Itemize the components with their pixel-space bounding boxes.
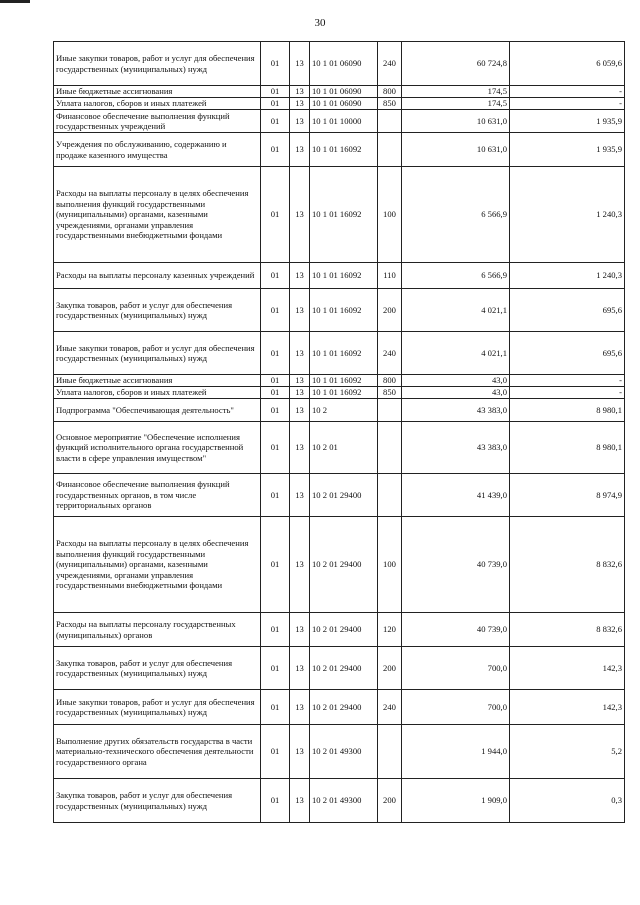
row-amount-executed-cell: 8 974,9 [510, 474, 625, 517]
row-name-cell: Уплата налогов, сборов и иных платежей [54, 98, 261, 110]
row-section-cell: 01 [261, 332, 290, 375]
table-row [54, 725, 625, 779]
row-amount-executed-cell: 8 980,1 [510, 399, 625, 422]
row-name-cell: Уплата налогов, сборов и иных платежей [54, 387, 261, 399]
row-target-code-cell: 10 2 01 49300 [310, 779, 378, 823]
row-name-cell: Закупка товаров, работ и услуг для обеспечения государственных (муниципальных) нужд [54, 647, 261, 690]
row-section-cell: 01 [261, 98, 290, 110]
row-expense-type-cell: 800 [378, 375, 402, 387]
row-amount-year-cell: 43 383,0 [402, 422, 510, 474]
row-amount-year-cell: 4 021,1 [402, 332, 510, 375]
row-target-code-cell: 10 1 01 16092 [310, 263, 378, 289]
row-section-cell: 01 [261, 167, 290, 263]
row-amount-year-cell: 700,0 [402, 690, 510, 725]
row-amount-executed-cell: 695,6 [510, 289, 625, 332]
row-target-code-cell: 10 1 01 16092 [310, 167, 378, 263]
row-expense-type-cell: 120 [378, 613, 402, 647]
row-name-cell: Закупка товаров, работ и услуг для обеспечения государственных (муниципальных) нужд [54, 289, 261, 332]
table-row [54, 110, 625, 133]
row-target-code-cell: 10 2 01 49300 [310, 725, 378, 779]
row-amount-executed-cell: 1 935,9 [510, 133, 625, 167]
row-target-code-cell: 10 2 [310, 399, 378, 422]
row-target-code-cell: 10 2 01 29400 [310, 517, 378, 613]
row-target-code-cell: 10 1 01 06090 [310, 42, 378, 86]
row-subsection-cell: 13 [290, 263, 310, 289]
row-expense-type-cell: 240 [378, 42, 402, 86]
row-section-cell: 01 [261, 422, 290, 474]
row-amount-executed-cell: 0,3 [510, 779, 625, 823]
row-amount-year-cell: 10 631,0 [402, 133, 510, 167]
table-row [54, 399, 625, 422]
row-target-code-cell: 10 1 01 06090 [310, 86, 378, 98]
row-amount-executed-cell: 6 059,6 [510, 42, 625, 86]
row-subsection-cell: 13 [290, 517, 310, 613]
table-row [54, 647, 625, 690]
row-target-code-cell: 10 2 01 29400 [310, 474, 378, 517]
row-subsection-cell: 13 [290, 422, 310, 474]
table-row [54, 98, 625, 110]
table-row [54, 387, 625, 399]
row-subsection-cell: 13 [290, 375, 310, 387]
row-target-code-cell: 10 1 01 06090 [310, 98, 378, 110]
row-name-cell: Основное мероприятие "Обеспечение исполнения функций исполнительного органа государственной власти в сфере управления имуществом" [54, 422, 261, 474]
row-name-cell: Расходы на выплаты персоналу в целях обеспечения выполнения функций государственными (муниципальными) органами, казенными учреждениями, органами управления государственными внебюджетными фондами [54, 517, 261, 613]
row-section-cell: 01 [261, 725, 290, 779]
row-expense-type-cell [378, 133, 402, 167]
row-subsection-cell: 13 [290, 86, 310, 98]
row-subsection-cell: 13 [290, 725, 310, 779]
row-name-cell: Иные закупки товаров, работ и услуг для обеспечения государственных (муниципальных) нужд [54, 690, 261, 725]
row-expense-type-cell: 800 [378, 86, 402, 98]
row-amount-executed-cell: 5,2 [510, 725, 625, 779]
row-amount-executed-cell: 1 240,3 [510, 263, 625, 289]
table-row [54, 332, 625, 375]
table-row [54, 517, 625, 613]
row-expense-type-cell: 100 [378, 167, 402, 263]
table-row [54, 474, 625, 517]
table-row [54, 613, 625, 647]
row-name-cell: Иные закупки товаров, работ и услуг для обеспечения государственных (муниципальных) нужд [54, 42, 261, 86]
row-target-code-cell: 10 1 01 10000 [310, 110, 378, 133]
row-expense-type-cell [378, 422, 402, 474]
row-section-cell: 01 [261, 474, 290, 517]
row-amount-executed-cell: 8 980,1 [510, 422, 625, 474]
row-name-cell: Иные бюджетные ассигнования [54, 375, 261, 387]
row-expense-type-cell [378, 110, 402, 133]
row-section-cell: 01 [261, 289, 290, 332]
table-row [54, 167, 625, 263]
row-amount-year-cell: 6 566,9 [402, 167, 510, 263]
row-expense-type-cell [378, 474, 402, 517]
row-subsection-cell: 13 [290, 332, 310, 375]
row-name-cell: Иные закупки товаров, работ и услуг для обеспечения государственных (муниципальных) нужд [54, 332, 261, 375]
row-target-code-cell: 10 1 01 16092 [310, 133, 378, 167]
row-expense-type-cell: 200 [378, 647, 402, 690]
row-name-cell: Расходы на выплаты персоналу в целях обеспечения выполнения функций государственными (муниципальными) органами, казенными учреждениями, органами управления государственными внебюджетными фондами [54, 167, 261, 263]
budget-table-body [54, 42, 625, 823]
row-amount-executed-cell: - [510, 98, 625, 110]
row-amount-year-cell: 174,5 [402, 86, 510, 98]
row-section-cell: 01 [261, 387, 290, 399]
row-expense-type-cell: 110 [378, 263, 402, 289]
row-section-cell: 01 [261, 399, 290, 422]
row-subsection-cell: 13 [290, 387, 310, 399]
row-expense-type-cell: 850 [378, 98, 402, 110]
row-section-cell: 01 [261, 517, 290, 613]
row-target-code-cell: 10 2 01 29400 [310, 690, 378, 725]
row-subsection-cell: 13 [290, 167, 310, 263]
budget-table [53, 41, 625, 823]
row-amount-year-cell: 6 566,9 [402, 263, 510, 289]
row-amount-year-cell: 1 909,0 [402, 779, 510, 823]
table-row [54, 779, 625, 823]
row-amount-executed-cell: 1 240,3 [510, 167, 625, 263]
row-amount-year-cell: 40 739,0 [402, 613, 510, 647]
row-section-cell: 01 [261, 42, 290, 86]
row-amount-year-cell: 10 631,0 [402, 110, 510, 133]
row-section-cell: 01 [261, 375, 290, 387]
table-row [54, 133, 625, 167]
row-expense-type-cell: 240 [378, 690, 402, 725]
row-target-code-cell: 10 2 01 29400 [310, 647, 378, 690]
row-target-code-cell: 10 2 01 [310, 422, 378, 474]
row-section-cell: 01 [261, 110, 290, 133]
row-subsection-cell: 13 [290, 133, 310, 167]
table-row [54, 375, 625, 387]
row-amount-executed-cell: 8 832,6 [510, 613, 625, 647]
row-name-cell: Иные бюджетные ассигнования [54, 86, 261, 98]
table-row [54, 86, 625, 98]
row-name-cell: Подпрограмма "Обеспечивающая деятельность" [54, 399, 261, 422]
row-name-cell: Учреждения по обслуживанию, содержанию и продаже казенного имущества [54, 133, 261, 167]
row-subsection-cell: 13 [290, 690, 310, 725]
row-amount-year-cell: 60 724,8 [402, 42, 510, 86]
row-name-cell: Закупка товаров, работ и услуг для обеспечения государственных (муниципальных) нужд [54, 779, 261, 823]
row-name-cell: Выполнение других обязательств государства в части материально-технического обеспечения деятельности государственного органа [54, 725, 261, 779]
row-target-code-cell: 10 2 01 29400 [310, 613, 378, 647]
row-section-cell: 01 [261, 647, 290, 690]
page-number: 30 [314, 17, 326, 29]
corner-scan-mark [0, 0, 30, 3]
table-row [54, 422, 625, 474]
row-amount-executed-cell: 695,6 [510, 332, 625, 375]
row-name-cell: Финансовое обеспечение выполнения функций государственных учреждений [54, 110, 261, 133]
row-amount-executed-cell: 142,3 [510, 647, 625, 690]
row-section-cell: 01 [261, 613, 290, 647]
row-expense-type-cell: 240 [378, 332, 402, 375]
row-subsection-cell: 13 [290, 779, 310, 823]
row-subsection-cell: 13 [290, 399, 310, 422]
row-amount-executed-cell: - [510, 86, 625, 98]
row-amount-year-cell: 43,0 [402, 375, 510, 387]
row-expense-type-cell [378, 725, 402, 779]
row-section-cell: 01 [261, 86, 290, 98]
row-expense-type-cell: 200 [378, 779, 402, 823]
row-subsection-cell: 13 [290, 289, 310, 332]
row-expense-type-cell [378, 399, 402, 422]
row-subsection-cell: 13 [290, 98, 310, 110]
row-target-code-cell: 10 1 01 16092 [310, 387, 378, 399]
row-amount-executed-cell: - [510, 387, 625, 399]
row-amount-year-cell: 41 439,0 [402, 474, 510, 517]
row-expense-type-cell: 100 [378, 517, 402, 613]
row-target-code-cell: 10 1 01 16092 [310, 375, 378, 387]
row-subsection-cell: 13 [290, 110, 310, 133]
row-amount-executed-cell: 8 832,6 [510, 517, 625, 613]
row-amount-year-cell: 700,0 [402, 647, 510, 690]
row-section-cell: 01 [261, 263, 290, 289]
row-subsection-cell: 13 [290, 42, 310, 86]
row-amount-year-cell: 4 021,1 [402, 289, 510, 332]
row-amount-executed-cell: - [510, 375, 625, 387]
row-amount-year-cell: 40 739,0 [402, 517, 510, 613]
row-name-cell: Расходы на выплаты персоналу казенных учреждений [54, 263, 261, 289]
row-amount-executed-cell: 142,3 [510, 690, 625, 725]
row-amount-executed-cell: 1 935,9 [510, 110, 625, 133]
row-subsection-cell: 13 [290, 613, 310, 647]
row-amount-year-cell: 174,5 [402, 98, 510, 110]
row-name-cell: Расходы на выплаты персоналу государственных (муниципальных) органов [54, 613, 261, 647]
row-expense-type-cell: 850 [378, 387, 402, 399]
row-amount-year-cell: 43,0 [402, 387, 510, 399]
row-amount-year-cell: 1 944,0 [402, 725, 510, 779]
table-row [54, 289, 625, 332]
row-amount-year-cell: 43 383,0 [402, 399, 510, 422]
row-target-code-cell: 10 1 01 16092 [310, 332, 378, 375]
table-row [54, 42, 625, 86]
table-row [54, 263, 625, 289]
row-expense-type-cell: 200 [378, 289, 402, 332]
row-subsection-cell: 13 [290, 474, 310, 517]
row-name-cell: Финансовое обеспечение выполнения функций государственных органов, в том числе территориальных органов [54, 474, 261, 517]
row-target-code-cell: 10 1 01 16092 [310, 289, 378, 332]
row-subsection-cell: 13 [290, 647, 310, 690]
row-section-cell: 01 [261, 690, 290, 725]
row-section-cell: 01 [261, 133, 290, 167]
row-section-cell: 01 [261, 779, 290, 823]
table-row [54, 690, 625, 725]
